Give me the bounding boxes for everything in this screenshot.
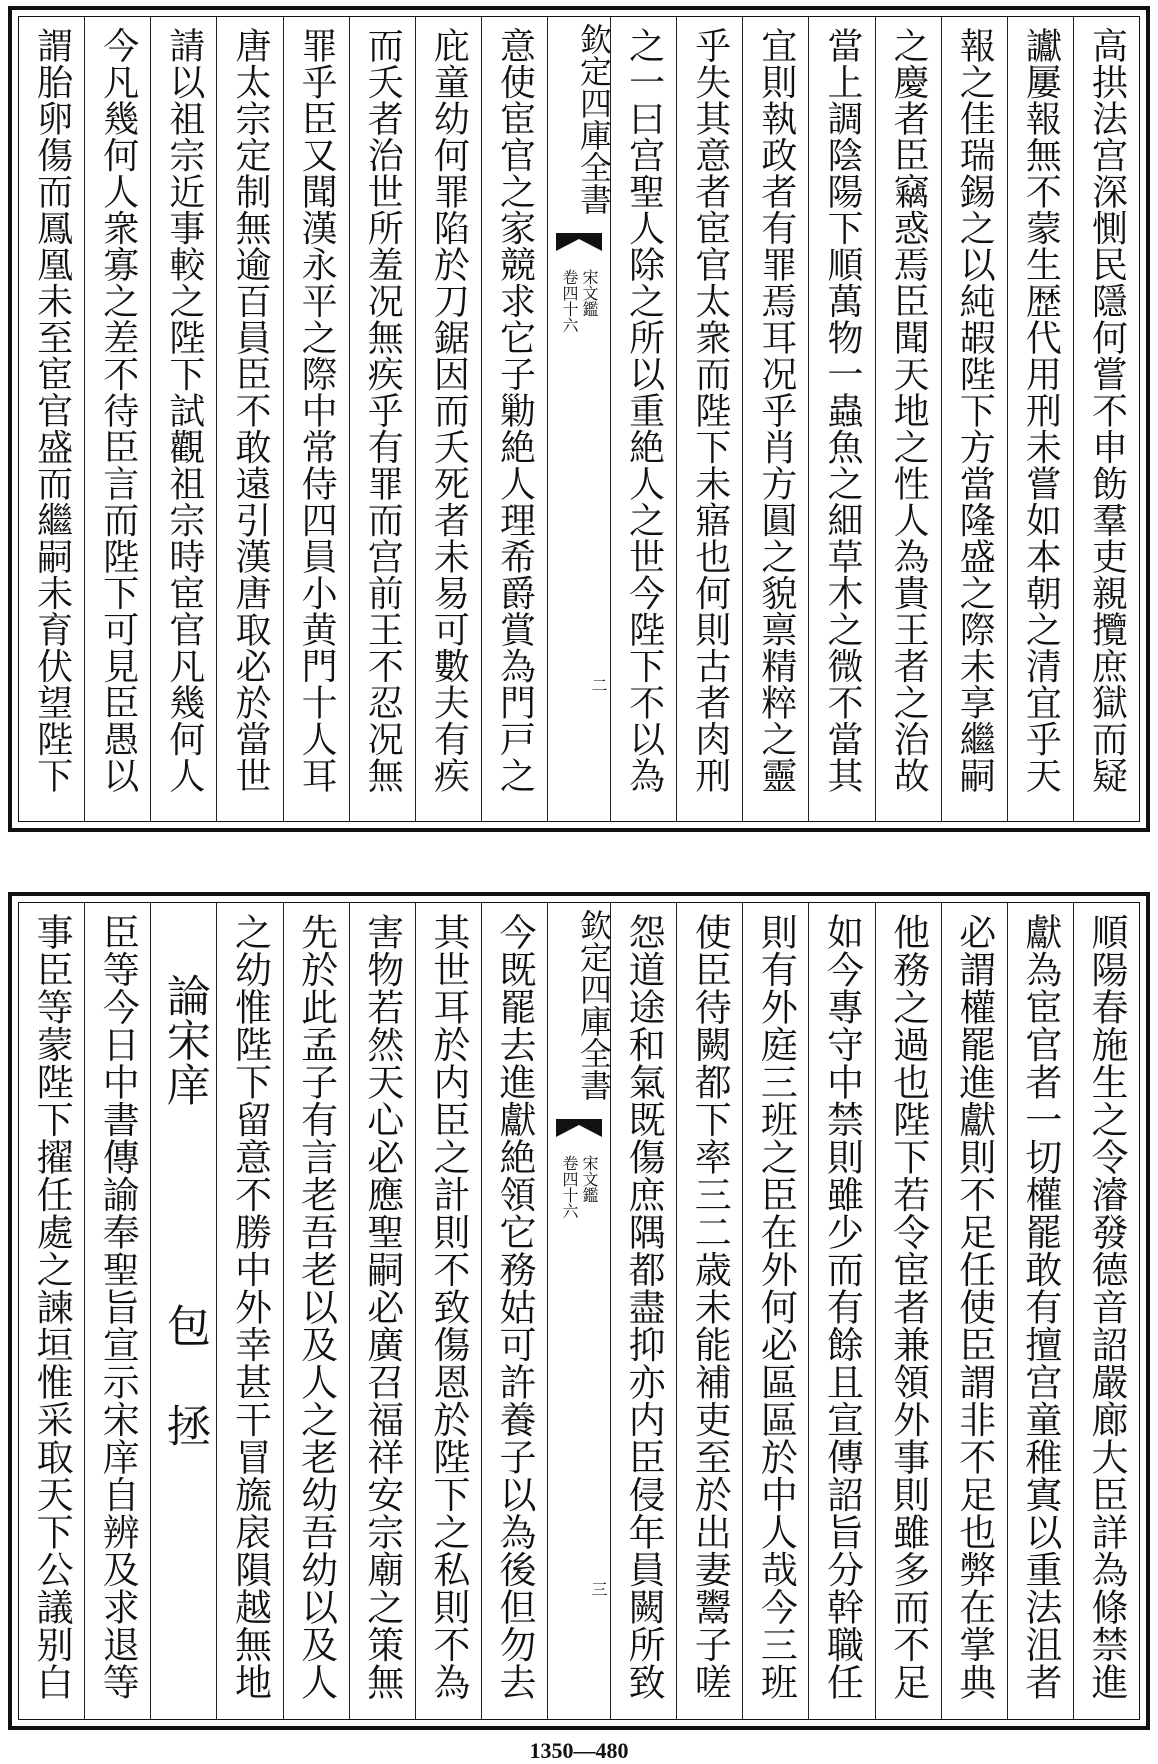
text-column — [216, 903, 282, 1719]
column-text: 事臣等蒙陛下擢任處之諫垣惟采取天下公議别白 — [30, 913, 74, 1701]
text-column — [610, 17, 676, 821]
text-column — [19, 17, 84, 821]
text-column — [415, 17, 481, 821]
column-text: 如今專守中禁則雖少而有餘且宣傳詔旨分幹職任 — [820, 913, 864, 1701]
column-text: 罪乎臣又聞漢永平之際中常侍四員小黄門十人耳 — [296, 27, 338, 794]
column-text: 而夭者治世所羞况無疾乎有罪而宫前王不忍况無 — [362, 27, 404, 794]
text-column — [349, 17, 415, 821]
text-column — [1073, 17, 1139, 821]
text-column — [941, 17, 1007, 821]
column-text: 意使宦官之家競求它子勦絶人理希爵賞為門戸之 — [494, 27, 536, 794]
column-text: 當上調陰陽下順萬物一蟲魚之細草木之微不當其 — [821, 27, 863, 794]
page-number: 三 — [589, 1581, 608, 1597]
text-column — [1073, 903, 1139, 1719]
text-column — [875, 17, 941, 821]
text-column — [283, 17, 349, 821]
fish-tail-icon — [556, 1119, 602, 1137]
text-column — [481, 17, 547, 821]
banner-column — [547, 903, 613, 1719]
column-text: 之幼惟陛下留意不勝中外幸甚干冒旒扆隕越無地 — [228, 913, 272, 1701]
column-text: 獻為宦官者一切權罷敢有擅宫童稚寘以重法沮者 — [1018, 913, 1062, 1701]
column-text: 之一曰宫聖人除之所以重絶人之世今陛下不以為 — [623, 27, 665, 794]
column-text: 臣等今日中書傳諭奉聖旨宣示宋庠自辨及求退等 — [96, 913, 140, 1701]
text-column — [676, 17, 742, 821]
column-text: 庇童幼何罪陷於刀鋸因而夭死者未易可數夫有疾 — [428, 27, 470, 794]
text-column — [150, 17, 216, 821]
text-column — [610, 903, 676, 1719]
text-column — [349, 903, 415, 1719]
column-text: 謂胎卵傷而鳳凰未至宦官盛而繼嗣未育伏望陛下 — [31, 27, 73, 794]
catalog-number: 1350—480 — [529, 1738, 629, 1763]
text-column — [19, 903, 84, 1719]
column-text: 使臣待闕都下率三二歳未能補吏至於出妻鬻子嗟 — [688, 913, 732, 1701]
column-text: 之慶者臣竊惑焉臣聞天地之性人為貴王者之治故 — [888, 27, 930, 794]
text-column — [283, 903, 349, 1719]
column-text: 乎失其意者宦官太衆而陛下未寤也何則古者肉刑 — [689, 27, 731, 794]
top-page — [8, 6, 1150, 832]
text-column — [941, 903, 1007, 1719]
text-column — [84, 903, 150, 1719]
text-column — [1007, 903, 1073, 1719]
essay-title-column — [150, 903, 216, 1719]
text-column — [808, 903, 874, 1719]
volume-number: 卷四十六 — [560, 1155, 579, 1219]
column-text: 今既罷去進獻絶領它務姑可許養子以為後但勿去 — [492, 913, 536, 1701]
column-text: 怨道途和氣既傷庶隅都盡抑亦内臣侵年員闕所致 — [622, 913, 666, 1701]
text-column — [84, 17, 150, 821]
bottom-page-frame — [18, 902, 1140, 1720]
text-column — [415, 903, 481, 1719]
column-text: 順陽春施生之令濬發德音詔嚴廊大臣詳為條禁進 — [1084, 913, 1128, 1701]
banner-column — [547, 17, 613, 821]
text-column — [742, 17, 808, 821]
text-column — [742, 903, 808, 1719]
bottom-page — [8, 892, 1150, 1730]
book-title: 宋文鑑 — [580, 269, 599, 317]
column-text: 必謂權罷進獻則不足任使臣謂非不足也弊在掌典 — [952, 913, 996, 1701]
text-column — [216, 17, 282, 821]
fish-tail-icon — [556, 233, 602, 251]
text-column — [808, 17, 874, 821]
top-page-columns — [19, 17, 1139, 821]
column-text: 今凡幾何人衆寡之差不待臣言而陛下可見臣愚以 — [97, 27, 139, 794]
column-text: 他務之過也陛下若令宦者兼領外事則雖多而不足 — [886, 913, 930, 1701]
author-given-name: 拯 — [158, 1403, 210, 1448]
column-text: 報之佳瑞錫之以純嘏陛下方當隆盛之際未享繼嗣 — [954, 27, 996, 794]
column-text: 讞屢報無不蒙生歴代用刑未嘗如本朝之清宜乎天 — [1020, 27, 1062, 794]
author-surname: 包 — [158, 1303, 210, 1348]
banner-subtitle — [548, 269, 610, 333]
column-text: 害物若然天心必應聖嗣必廣召福祥安宗廟之策無 — [360, 913, 404, 1701]
column-text: 唐太宗定制無逾百員臣不敢遠引漢唐取必於當世 — [229, 27, 271, 794]
page-number: 二 — [589, 677, 608, 693]
text-column — [875, 903, 941, 1719]
essay-title: 論宋庠 — [158, 973, 210, 1107]
banner-title: 欽定四庫全書 — [575, 23, 613, 215]
column-text: 請以祖宗近事較之陛下試觀祖宗時宦官凡幾何人 — [163, 27, 205, 794]
banner-subtitle — [548, 1155, 610, 1219]
bottom-page-columns — [19, 903, 1139, 1719]
top-page-frame — [18, 16, 1140, 822]
text-column — [676, 903, 742, 1719]
book-title: 宋文鑑 — [580, 1155, 599, 1203]
column-text: 則有外庭三班之臣在外何必區區於中人哉今三班 — [754, 913, 798, 1701]
banner-title: 欽定四庫全書 — [575, 909, 613, 1101]
text-column — [1007, 17, 1073, 821]
volume-number: 卷四十六 — [560, 269, 579, 333]
column-text: 其世耳於内臣之計則不致傷恩於陛下之私則不為 — [426, 913, 470, 1701]
column-text: 先於此孟子有言老吾老以及人之老幼吾幼以及人 — [294, 913, 338, 1701]
column-text: 宜則執政者有罪焉耳况乎肖方圓之貌禀精粹之靈 — [755, 27, 797, 794]
text-column — [481, 903, 547, 1719]
column-text: 高拱法宫深惻民隱何嘗不申飭羣吏親攬庶獄而疑 — [1086, 27, 1128, 794]
